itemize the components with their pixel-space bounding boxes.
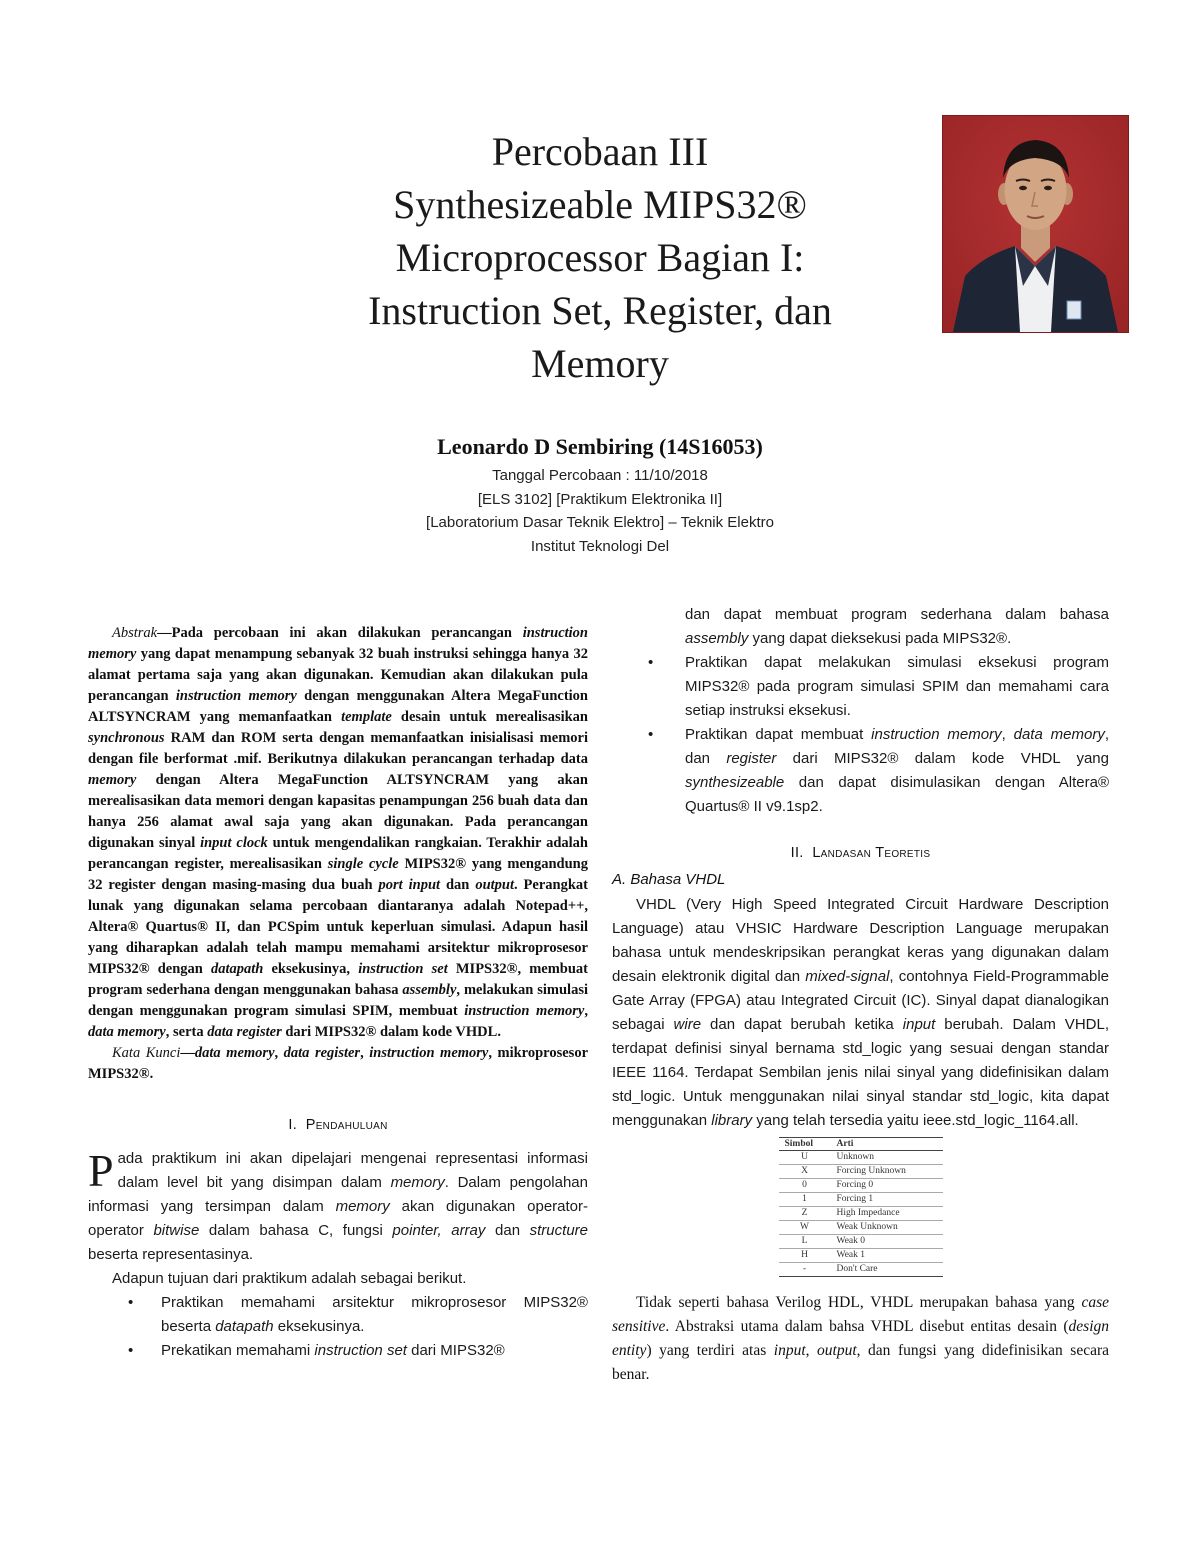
text-run: eksekusinya, [263, 961, 359, 977]
table-cell: Don't Care [831, 1263, 943, 1277]
table-row [779, 1193, 943, 1207]
table-row [779, 1221, 943, 1235]
intro-text [88, 1145, 589, 1263]
italic-term: bitwise [153, 1222, 200, 1239]
text-run: , dan [685, 726, 1110, 767]
table-cell: - [779, 1263, 831, 1277]
italic-term: single cycle [327, 856, 399, 872]
italic-term: instruction memory [464, 1003, 585, 1019]
text-run: yang dapat menampung sebanyak 32 buah instruksi sehingga hanya 32 alamat pertama saja yang akan digunakan. Kemudian akan dilakukan pula perancangan [88, 646, 588, 704]
author-name: Leonardo D Sembiring (14S16053) [437, 434, 763, 459]
author-block [300, 432, 900, 558]
text-run: yang telah tersedia yaitu ieee.std_logic_1164.all. [752, 1112, 1079, 1129]
keywords-dash: — [180, 1045, 195, 1061]
left-column [88, 623, 588, 1363]
objectives-intro: Adapun tujuan dari praktikum adalah sebagai berikut. [112, 1270, 467, 1287]
italic-term: instruction set [358, 961, 448, 977]
text-run: Praktikan memahami arsitektur mikroprosesor MIPS32® beserta [161, 1294, 588, 1335]
text-run: , [274, 1045, 284, 1061]
italic-term: datapath [210, 961, 264, 977]
italic-term: library [711, 1112, 753, 1129]
italic-term: data memory [1013, 726, 1105, 743]
italic-term: instruction memory [871, 726, 1002, 743]
text-run: dari MIPS32® dalam kode VHDL yang [776, 750, 1109, 767]
italic-term: output [475, 877, 514, 893]
text-run: Praktikan dapat membuat [685, 726, 872, 743]
table-cell: W [779, 1221, 831, 1235]
text-run: MIPS32®, membuat program sederhana dengan menggunakan bahasa [88, 961, 589, 998]
italic-term: wire [673, 1016, 702, 1033]
text-run: akan digunakan operator-operator [88, 1198, 589, 1239]
italic-term: register [726, 750, 777, 767]
text-run: , [584, 1003, 588, 1019]
text-run: Praktikan dapat melakukan simulasi eksekusi program MIPS32® pada program simulasi SPIM dan memahami cara setiap instruksi eksekusi. [685, 654, 1109, 719]
experiment-date: Tanggal Percobaan : 11/10/2018 [492, 467, 708, 484]
objectives-list-continued [612, 651, 1109, 819]
section-heading [612, 843, 1109, 863]
table-cell: Forcing 0 [831, 1179, 943, 1193]
table-row [779, 1179, 943, 1193]
table-cell: Weak 0 [831, 1235, 943, 1249]
text-run: , serta [165, 1024, 208, 1040]
bullet-icon: • [128, 1342, 134, 1359]
title-line: Synthesizeable MIPS32® [393, 182, 807, 227]
text-run: dari MIPS32® dalam kode VHDL. [281, 1024, 501, 1040]
text-run: , mikroprosesor MIPS32®. [88, 1045, 588, 1082]
table-row [779, 1263, 943, 1277]
italic-term: input clock [200, 835, 268, 851]
text-run: Prekatikan memahami [161, 1342, 315, 1359]
title-line: Instruction Set, Register, dan [368, 288, 832, 333]
italic-term: instruction set [314, 1342, 407, 1359]
text-run: RAM dan ROM serta dengan memanfaatkan inisialisasi memori dengan file berformat .mif. Berikutnya dilakukan perancangan terhadap data [88, 730, 588, 767]
table-cell: Z [779, 1207, 831, 1221]
text-run: VHDL (Very High Speed Integrated Circuit Hardware Description Language) atau VHSIC Hardware Description Language merupakan bahasa untuk mendeskripsikan perangkat keras yang digunakan dalam desain elektronik digital dan [612, 896, 1109, 985]
text-run: dan dapat membuat program sederhana dalam bahasa [685, 606, 1109, 623]
table-cell: L [779, 1235, 831, 1249]
italic-term: structure [529, 1222, 588, 1239]
intro-paragraph [88, 1147, 588, 1267]
list-item-text [161, 1294, 588, 1335]
text-run: dari MIPS32® [406, 1342, 505, 1359]
text-run: dan [485, 1222, 530, 1239]
std-logic-table [779, 1137, 943, 1277]
italic-term: output [817, 1342, 857, 1359]
table-cell: X [779, 1165, 831, 1179]
list-continuation [612, 603, 1109, 651]
italic-term: data memory [194, 1045, 275, 1061]
paper-title [300, 125, 900, 390]
keywords-lead: Kata Kunci [112, 1045, 181, 1061]
table-cell: U [779, 1151, 831, 1165]
abstract-body [88, 625, 588, 1040]
lab-info: [Laboratorium Dasar Teknik Elektro] – Teknik Elektro [426, 514, 774, 531]
text-run: . Dalam pengolahan informasi yang tersimpan dalam [88, 1174, 588, 1215]
table-row [779, 1207, 943, 1221]
text-run: dalam bahasa C, fungsi [199, 1222, 393, 1239]
italic-term: memory [88, 772, 137, 788]
text-run: ada praktikum ini akan dipelajari mengenai representasi informasi dalam level bit yang disimpan dalam [117, 1150, 588, 1191]
table-row [779, 1165, 943, 1179]
table-cell: 0 [779, 1179, 831, 1193]
italic-term: case sensitive [612, 1294, 1109, 1335]
text-run: dengan Altera MegaFunction ALTSYNCRAM yang akan merealisasikan data memori dengan kapasitas penampungan 256 buah data dan hanya 256 alamat awal saja yang akan digunakan. Pada perancangan digunakan sinyal [88, 772, 588, 851]
table-row [779, 1151, 943, 1165]
italic-term: design entity [612, 1318, 1109, 1359]
case-sensitivity-text [612, 1294, 1109, 1383]
text-run: dan [440, 877, 476, 893]
list-item-text [685, 726, 1109, 815]
title-line: Percobaan III [491, 129, 709, 174]
table-cell: Forcing 1 [831, 1193, 943, 1207]
table-cell: High Impedance [831, 1207, 943, 1221]
text-run: Tidak seperti bahasa Verilog HDL, VHDL merupakan bahasa yang [636, 1294, 1082, 1311]
text-run: , dan fungsi yang didefinisikan secara benar. [612, 1342, 1110, 1383]
section-number: II. [790, 845, 804, 861]
case-sensitivity-paragraph [612, 1291, 1109, 1387]
text-run: ) yang terdiri atas [646, 1342, 774, 1359]
italic-term: pointer, array [392, 1222, 486, 1239]
title-line: Memory [531, 341, 669, 386]
title-line: Microprocessor Bagian I: [395, 235, 805, 280]
section-number: I. [288, 1117, 298, 1133]
bullet-icon: • [648, 726, 654, 743]
course-info: [ELS 3102] [Praktikum Elektronika II] [477, 490, 723, 508]
table-header: Arti [831, 1138, 943, 1151]
abstract-dash: — [157, 625, 172, 641]
section-title: Landasan Teoretis [812, 845, 931, 861]
table-row [779, 1235, 943, 1249]
table-cell: Forcing Unknown [831, 1165, 943, 1179]
text-run: dan dapat disimulasikan dengan Altera® Quartus® II v9.1sp2. [685, 774, 1109, 815]
list-continuation-text [685, 606, 1109, 647]
list-item [88, 1339, 588, 1363]
text-run: untuk mengendalikan rangkaian. Terakhir adalah perancangan register, merealisasikan [88, 835, 588, 872]
drop-cap: P [88, 1145, 114, 1196]
author-photo [942, 115, 1129, 333]
italic-term: datapath [215, 1318, 274, 1335]
text-run: dan dapat berubah ketika [701, 1016, 903, 1033]
text-run: MIPS32® yang mengandung 32 register dengan masing-masing dua buah [88, 856, 588, 893]
italic-term: data register [207, 1024, 282, 1040]
vhdl-text [612, 896, 1109, 1129]
table-cell: Weak Unknown [831, 1221, 943, 1235]
italic-term: instruction memory [175, 688, 297, 704]
list-item-text [161, 1342, 505, 1359]
right-column [612, 603, 1109, 1387]
italic-term: data register [283, 1045, 361, 1061]
table-cell: H [779, 1249, 831, 1263]
italic-term: synchronous [88, 730, 165, 746]
table-cell: Unknown [831, 1151, 943, 1165]
table-cell: 1 [779, 1193, 831, 1207]
text-run: Pada percobaan ini akan dilakukan perancangan [171, 625, 523, 641]
section-title: Pendahuluan [305, 1117, 388, 1133]
text-run: , [360, 1045, 370, 1061]
list-item [88, 1291, 588, 1339]
italic-term: instruction memory [369, 1045, 489, 1061]
text-run: berubah. Dalam VHDL, terdapat definisi sinyal bernama std_logic yang sesuai dengan standar IEEE 1164. Terdapat Sembilan jenis nilai sinyal yang didefinisikan dalam std_logic. Untuk menggunakan nilai sinyal standar std_logic, kita dapat menggunakan [612, 1016, 1109, 1129]
institute-info: Institut Teknologi Del [530, 537, 670, 555]
italic-term: mixed-signal [805, 968, 890, 985]
italic-term: instruction memory [88, 625, 588, 662]
text-run: . Perangkat lunak yang digunakan selama percobaan diantaranya adalah Notepad++, Altera® Quartus® II, dan PCSpim untuk keperluan simulasi. Adapun hasil yang diharapkan adalah telah mampu memahami arsitektur mikroprosesor MIPS32® dengan [88, 877, 588, 977]
table-header: Simbol [779, 1138, 831, 1151]
text-run: , [1001, 726, 1014, 743]
text-run: desain untuk merealisasikan [391, 709, 588, 725]
italic-term: memory [335, 1198, 390, 1215]
text-run: yang dapat dieksekusi pada MIPS32®. [748, 630, 1012, 647]
italic-term: assembly [685, 630, 749, 647]
text-run: dengan menggunakan Altera MegaFunction ALTSYNCRAM yang memanfaatkan [88, 688, 588, 725]
table-header-row [779, 1138, 943, 1151]
vhdl-paragraph [612, 893, 1109, 1133]
list-item [612, 651, 1109, 723]
italic-term: assembly [402, 982, 457, 998]
list-item [612, 723, 1109, 819]
text-run: . Abstraksi utama dalam bahsa VHDL disebut entitas desain ( [665, 1318, 1069, 1335]
italic-term: input [773, 1342, 806, 1359]
subsection-heading: A. Bahasa VHDL [612, 871, 726, 888]
table-row [779, 1249, 943, 1263]
text-run: , melakukan simulasi dengan menggunakan program simulasi SPIM, membuat [88, 982, 588, 1019]
table-cell: Weak 1 [831, 1249, 943, 1263]
section-heading [88, 1115, 588, 1135]
abstract-lead: Abstrak [112, 625, 158, 641]
abstract [88, 623, 588, 1043]
text-run: , contohnya Field-Programmable Gate Array (FPGA) atau Integrated Circuit (IC). Sinyal dapat dianalogikan sebagai [612, 968, 1109, 1033]
bullet-icon: • [128, 1294, 134, 1311]
italic-term: template [341, 709, 392, 725]
italic-term: data memory [88, 1024, 166, 1040]
text-run: , [805, 1342, 818, 1359]
text-run: eksekusinya. [273, 1318, 365, 1335]
list-item-text [685, 654, 1109, 719]
italic-term: input [902, 1016, 936, 1033]
text-run: beserta representasinya. [88, 1246, 254, 1263]
italic-term: memory [390, 1174, 445, 1191]
keywords [88, 1043, 588, 1085]
italic-term: synthesizeable [685, 774, 785, 791]
italic-term: port input [378, 877, 441, 893]
objectives-list [88, 1291, 588, 1363]
bullet-icon: • [648, 654, 654, 671]
